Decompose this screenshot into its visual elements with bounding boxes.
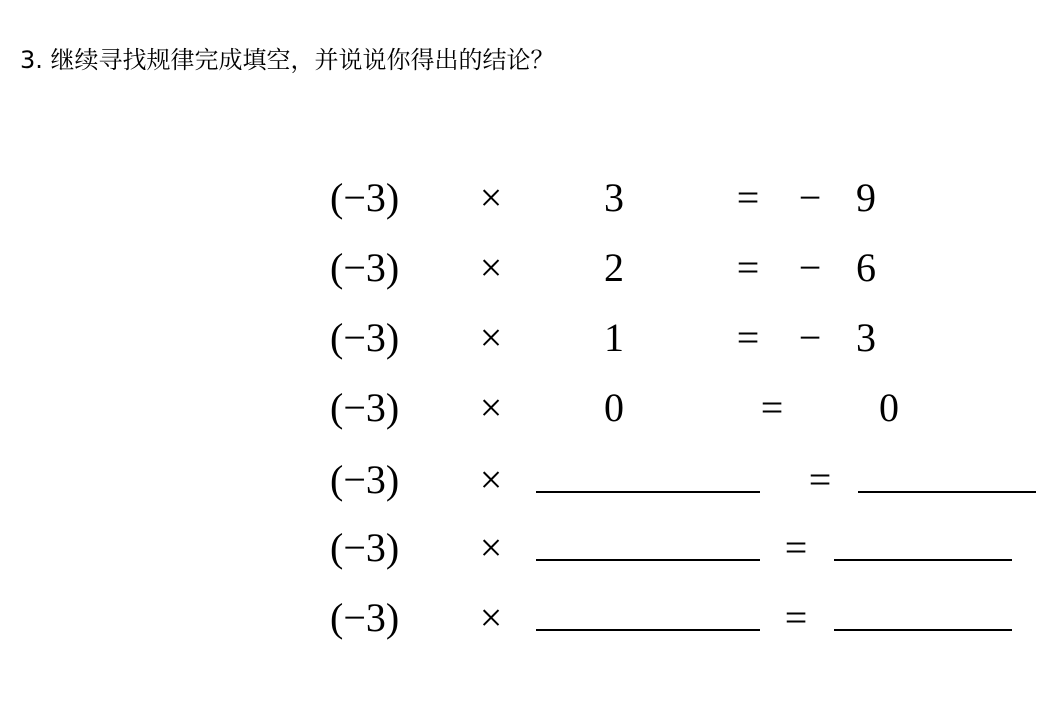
equals-sign: = <box>736 175 760 220</box>
result: 0 <box>879 385 899 430</box>
equals-sign: = <box>784 525 808 570</box>
equals-sign: = <box>760 385 784 430</box>
equals-sign: = <box>736 245 760 290</box>
result-blank[interactable] <box>834 629 1012 631</box>
minus-sign: − <box>798 315 822 360</box>
result: 3 <box>856 315 876 360</box>
minus-sign: − <box>798 175 822 220</box>
times-sign: × <box>479 457 503 502</box>
times-sign: × <box>479 245 503 290</box>
equation-row <box>0 308 1062 368</box>
equation-row <box>0 518 1062 578</box>
question-text: 3. 继续寻找规律完成填空，并说说你得出的结论？ <box>20 46 555 74</box>
factor: (−3) <box>330 315 400 360</box>
factor: (−3) <box>330 245 400 290</box>
minus-sign: − <box>798 245 822 290</box>
times-sign: × <box>479 595 503 640</box>
equation-row <box>0 378 1062 438</box>
factor: (−3) <box>330 595 400 640</box>
multiplier-blank[interactable] <box>536 491 760 493</box>
equals-sign: = <box>784 595 808 640</box>
factor: (−3) <box>330 457 400 502</box>
factor: (−3) <box>330 385 400 430</box>
equation-row <box>0 450 1062 510</box>
equals-sign: = <box>808 457 832 502</box>
equals-sign: = <box>736 315 760 360</box>
equation-row <box>0 238 1062 298</box>
result-blank[interactable] <box>858 491 1036 493</box>
factor: (−3) <box>330 175 400 220</box>
result: 9 <box>856 175 876 220</box>
multiplier-blank[interactable] <box>536 629 760 631</box>
times-sign: × <box>479 385 503 430</box>
equation-row <box>0 588 1062 648</box>
multiplier: 0 <box>604 385 624 430</box>
result-blank[interactable] <box>834 559 1012 561</box>
multiplier: 3 <box>604 175 624 220</box>
multiplier: 1 <box>604 315 624 360</box>
times-sign: × <box>479 315 503 360</box>
result: 6 <box>856 245 876 290</box>
multiplier-blank[interactable] <box>536 559 760 561</box>
times-sign: × <box>479 175 503 220</box>
multiplier: 2 <box>604 245 624 290</box>
times-sign: × <box>479 525 503 570</box>
factor: (−3) <box>330 525 400 570</box>
equation-row <box>0 168 1062 228</box>
